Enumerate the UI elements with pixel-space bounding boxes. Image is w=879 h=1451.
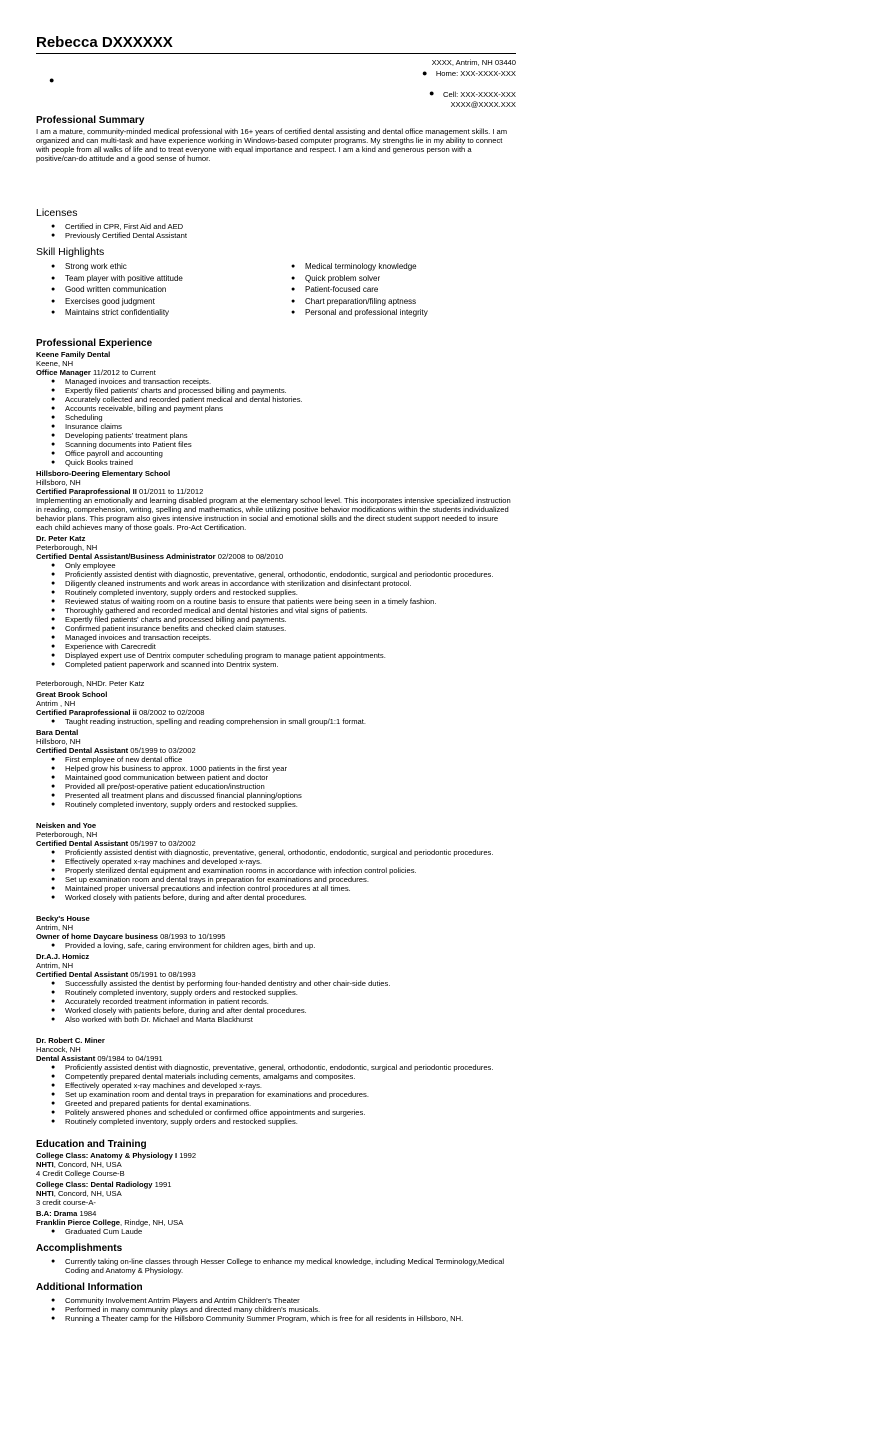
job-dates: 08/1993 to 10/1995 [157, 931, 226, 941]
job-location: Antrim, NH [36, 922, 74, 932]
summary-section [36, 114, 516, 163]
job-duties [36, 941, 516, 950]
list-item: ● Effectively operated x-ray machines and developed x-rays. [65, 857, 516, 866]
list-item: ● Routinely completed inventory, supply orders and restocked supplies. [65, 1117, 516, 1126]
education-entry [36, 1180, 516, 1207]
list-item: ● Routinely completed inventory, supply orders and restocked supplies. [65, 588, 516, 597]
list-item: ● Experience with Carecredit [65, 642, 516, 651]
list-item: ● Diligently cleaned instruments and work areas in accordance with sterilization and disinfectant protocol. [65, 579, 516, 588]
list-item: ● Provided a loving, safe, caring environment for children ages, birth and up. [65, 941, 516, 950]
licenses-list [36, 222, 516, 240]
bullet-icon: ● [49, 75, 55, 85]
skills-list-left [36, 261, 276, 319]
resume-page [36, 34, 516, 1323]
job-role-line [36, 487, 516, 496]
job-role-line [36, 839, 516, 848]
job-role-line [36, 708, 516, 717]
list-item: ● Good written communication [65, 284, 276, 296]
list-item: ● Greeted and prepared patients for dental examinations. [65, 1099, 516, 1108]
degree-year: 1992 [177, 1150, 197, 1160]
education-entry [36, 1209, 516, 1236]
education-list [36, 1151, 516, 1236]
list-item: ● Only employee [65, 561, 516, 570]
job-location: Peterborough, NH [36, 542, 98, 552]
job-entry [36, 350, 516, 467]
job-footnote: Peterborough, NHDr. Peter Katz [36, 678, 145, 688]
school-location: , Concord, NH, USA [53, 1188, 122, 1198]
list-item: ● Routinely completed inventory, supply orders and restocked supplies. [65, 800, 516, 809]
contact-block [36, 54, 516, 114]
job-role: Certified Dental Assistant [36, 969, 129, 979]
bullet-icon: ● [422, 68, 428, 78]
list-item: ● Previously Certified Dental Assistant [65, 231, 516, 240]
degree: College Class: Anatomy & Physiology I [36, 1150, 178, 1160]
list-item: ● Politely answered phones and scheduled or confirmed office appointments and surgeries. [65, 1108, 516, 1117]
section-title: Education and Training [36, 1138, 147, 1150]
list-item: ● Maintains strict confidentiality [65, 307, 276, 319]
job-entry [36, 914, 516, 950]
list-item: ● Completed patient paperwork and scanned into Dentrix system. [65, 660, 516, 669]
school: Franklin Pierce College [36, 1217, 120, 1227]
skills-section [36, 246, 516, 319]
section-title: Licenses [36, 207, 78, 219]
school-line [36, 1160, 516, 1169]
list-item: ● Performed in many community plays and directed many children's musicals. [65, 1305, 516, 1314]
list-item: ● Provided all pre/post-operative patient education/instruction [65, 782, 516, 791]
list-item: ● Proficiently assisted dentist with diagnostic, preventative, general, orthodontic, endodontic, surgical and periodontic procedures. [65, 1063, 516, 1072]
list-item: ● Proficiently assisted dentist with diagnostic, preventative, general, orthodontic, endodontic, surgical and periodontic procedures. [65, 570, 516, 579]
job-duties [36, 377, 516, 467]
job-role-line [36, 368, 516, 377]
job-employer: Dr. Peter Katz [36, 533, 86, 543]
job-location: Keene, NH [36, 358, 74, 368]
section-title: Accomplishments [36, 1242, 123, 1254]
list-item: ● Competently prepared dental materials including cements, amalgams and composites. [65, 1072, 516, 1081]
degree-year: 1984 [77, 1208, 97, 1218]
list-item: ● Taught reading instruction, spelling and reading comprehension in small group/1:1 format. [65, 717, 516, 726]
skills-list-right [276, 261, 516, 319]
job-duties [36, 755, 516, 809]
education-items [36, 1227, 516, 1236]
job-location: Hancock, NH [36, 1044, 81, 1054]
job-employer: Bara Dental [36, 727, 79, 737]
list-item: ● Expertly filed patients' charts and processed billing and payments. [65, 615, 516, 624]
list-item: ● Effectively operated x-ray machines and developed x-rays. [65, 1081, 516, 1090]
section-title: Professional Experience [36, 337, 153, 349]
job-employer: Great Brook School [36, 689, 108, 699]
degree-year: 1991 [152, 1179, 172, 1189]
contact-email: XXXX@XXXX.XXX [450, 100, 516, 109]
job-role: Dental Assistant [36, 1053, 96, 1063]
job-role-line [36, 746, 516, 755]
job-entry [36, 952, 516, 1024]
list-item: ● Scheduling [65, 413, 516, 422]
job-employer: Keene Family Dental [36, 349, 111, 359]
additional-list [36, 1296, 516, 1323]
degree: B.A: Drama [36, 1208, 78, 1218]
list-item: ● Successfully assisted the dentist by performing four-handed dentistry and other chair-side duties. [65, 979, 516, 988]
list-item: ● Personal and professional integrity [305, 307, 516, 319]
school-line [36, 1189, 516, 1198]
list-item: ● Thoroughly gathered and recorded medical and dental histories and vital signs of patients. [65, 606, 516, 615]
accomplishments-list [36, 1257, 516, 1275]
job-role: Certified Dental Assistant [36, 838, 129, 848]
job-dates: 01/2011 to 11/2012 [136, 486, 204, 496]
contact-cell-phone: Cell: XXX-XXXX-XXX [442, 90, 516, 99]
list-item: ● Proficiently assisted dentist with diagnostic, preventative, general, orthodontic, endodontic, surgical and periodontic procedures. [65, 848, 516, 857]
section-title: Skill Highlights [36, 246, 105, 258]
list-item: ● Managed invoices and transaction receipts. [65, 377, 516, 386]
education-note: 3 credit course-A- [36, 1197, 96, 1207]
contact-home-phone: Home: XXX-XXXX-XXX [435, 69, 516, 78]
job-dates: 05/1999 to 03/2002 [128, 745, 196, 755]
summary-text: I am a mature, community-minded medical professional with 16+ years of certified dental assisting and dental office management skills. I am organized and can multi-task and have experience working in Windows-based computer programs. My strengths lie in my ability to connect with people from all walks of life and to treat everyone with equal importance and respect. I am a kind and generous person with a positive/can-do attitude and a good sense of humor. [36, 127, 508, 163]
job-dates: 02/2008 to 08/2010 [215, 551, 284, 561]
job-location: Peterborough, NH [36, 829, 98, 839]
list-item: ● Exercises good judgment [65, 296, 276, 308]
list-item: ● Reviewed status of waiting room on a routine basis to ensure that patients were being seen in a timely fashion. [65, 597, 516, 606]
list-item: ● Office payroll and accounting [65, 449, 516, 458]
list-item: ● First employee of new dental office [65, 755, 516, 764]
candidate-name: Rebecca DXXXXXX [36, 34, 173, 51]
job-employer: Hillsboro-Deering Elementary School [36, 468, 171, 478]
job-employer: Dr. Robert C. Miner [36, 1035, 105, 1045]
school: NHTI [36, 1159, 54, 1169]
list-item: ● Set up examination room and dental trays in preparation for examinations and procedures. [65, 875, 516, 884]
job-location: Antrim , NH [36, 698, 76, 708]
list-item: ● Expertly filed patients' charts and processed billing and payments. [65, 386, 516, 395]
education-note: 4 Credit College Course-B [36, 1168, 125, 1178]
degree-line [36, 1151, 516, 1160]
list-item: ● Quick Books trained [65, 458, 516, 467]
school: NHTI [36, 1188, 54, 1198]
job-dates: 05/1991 to 08/1993 [128, 969, 196, 979]
list-item: ● Quick problem solver [305, 273, 516, 285]
additional-section [36, 1281, 516, 1323]
job-entry [36, 728, 516, 809]
job-location: Antrim, NH [36, 960, 74, 970]
list-item: ● Helped grow his business to approx. 1000 patients in the first year [65, 764, 516, 773]
job-dates: 05/1997 to 03/2002 [128, 838, 196, 848]
job-entry [36, 534, 516, 688]
job-employer: Neisken and Yoe [36, 820, 97, 830]
job-role-line [36, 932, 516, 941]
list-item: ● Chart preparation/filing aptness [305, 296, 516, 308]
contact-address: XXXX, Antrim, NH 03440 [431, 58, 516, 67]
education-entry [36, 1151, 516, 1178]
list-item: ● Set up examination room and dental trays in preparation for examinations and procedures. [65, 1090, 516, 1099]
job-dates: 11/2012 to Current [90, 367, 156, 377]
job-role-line [36, 970, 516, 979]
list-item: ● Accurately collected and recorded patient medical and dental histories. [65, 395, 516, 404]
list-item: ● Confirmed patient insurance benefits and checked claim statuses. [65, 624, 516, 633]
job-entry [36, 469, 516, 532]
job-role: Certified Dental Assistant/Business Administrator [36, 551, 216, 561]
school-location: , Rindge, NH, USA [119, 1217, 184, 1227]
job-role: Certified Paraprofessional II [36, 486, 137, 496]
job-entry [36, 1036, 516, 1126]
list-item: ● Patient-focused care [305, 284, 516, 296]
job-employer: Becky's House [36, 913, 90, 923]
list-item: ● Maintained proper universal precautions and infection control procedures at all times. [65, 884, 516, 893]
job-duties [36, 1063, 516, 1126]
list-item: ● Managed invoices and transaction receipts. [65, 633, 516, 642]
job-employer: Dr.A.J. Homicz [36, 951, 90, 961]
job-duties [36, 561, 516, 669]
job-description: Implementing an emotionally and learning disabled program at the elementary school level. This incorporates intensive specialized instruction in reading, comprehension, writing, spelling and mathematics, while utilizing positive behavior modifications within the students individualized behavior plans. This program also gives intensive instruction in social and emotional skills and the direct student support needed to insure each child achieves many of those goals. Pro-Act Certification. [36, 495, 511, 532]
list-item: ● Presented all treatment plans and discussed financial planning/options [65, 791, 516, 800]
jobs-list [36, 350, 516, 1126]
job-role-line [36, 1054, 516, 1063]
job-duties [36, 979, 516, 1024]
list-item: ● Accounts receivable, billing and payment plans [65, 404, 516, 413]
list-item: ● Accurately recorded treatment information in patient records. [65, 997, 516, 1006]
list-item: ● Team player with positive attitude [65, 273, 276, 285]
list-item: ● Running a Theater camp for the Hillsboro Community Summer Program, which is free for all residents in Hillsboro, NH. [65, 1314, 516, 1323]
job-role-line [36, 552, 516, 561]
degree-line [36, 1180, 516, 1189]
bullet-icon: ● [429, 88, 435, 98]
school-line [36, 1218, 516, 1227]
job-duties [36, 848, 516, 902]
accomplishments-section [36, 1242, 516, 1275]
experience-section [36, 337, 516, 1126]
section-title: Additional Information [36, 1281, 143, 1293]
licenses-section [36, 207, 516, 240]
school-location: , Concord, NH, USA [53, 1159, 122, 1169]
job-duties [36, 717, 516, 726]
job-role: Certified Paraprofessional ii [36, 707, 137, 717]
job-dates: 08/2002 to 02/2008 [136, 707, 205, 717]
list-item: ● Scanning documents into Patient files [65, 440, 516, 449]
education-section [36, 1138, 516, 1236]
job-role: Certified Dental Assistant [36, 745, 129, 755]
list-item: ● Maintained good communication between patient and doctor [65, 773, 516, 782]
job-role: Office Manager [36, 367, 91, 377]
list-item: ● Strong work ethic [65, 261, 276, 273]
degree-line [36, 1209, 516, 1218]
list-item: ● Worked closely with patients before, during and after dental procedures. [65, 893, 516, 902]
job-role: Owner of home Daycare business [36, 931, 158, 941]
skills-columns [36, 261, 516, 319]
list-item: ● Properly sterilized dental equipment and examination rooms in accordance with infection control policies. [65, 866, 516, 875]
job-location: Hillsboro, NH [36, 477, 81, 487]
degree: College Class: Dental Radiology [36, 1179, 153, 1189]
list-item: ● Also worked with both Dr. Michael and Marta Blackhurst [65, 1015, 516, 1024]
list-item: ● Worked closely with patients before, during and after dental procedures. [65, 1006, 516, 1015]
job-entry [36, 821, 516, 902]
list-item: ● Insurance claims [65, 422, 516, 431]
list-item: ● Medical terminology knowledge [305, 261, 516, 273]
list-item: ● Certified in CPR, First Aid and AED [65, 222, 516, 231]
list-item: ● Displayed expert use of Dentrix computer scheduling program to manage patient appointments. [65, 651, 516, 660]
list-item: ● Routinely completed inventory, supply orders and restocked supplies. [65, 988, 516, 997]
list-item: ● Currently taking on-line classes through Hesser College to enhance my medical knowledge, including Medical Terminology,Medical Coding and Anatomy & Physiology. [65, 1257, 516, 1275]
list-item: ● Graduated Cum Laude [65, 1227, 516, 1236]
section-title: Professional Summary [36, 115, 145, 126]
list-item: ● Developing patients' treatment plans [65, 431, 516, 440]
list-item: ● Community Involvement Antrim Players and Antrim Children's Theater [65, 1296, 516, 1305]
job-dates: 09/1984 to 04/1991 [95, 1053, 163, 1063]
job-entry [36, 690, 516, 726]
job-location: Hillsboro, NH [36, 736, 81, 746]
